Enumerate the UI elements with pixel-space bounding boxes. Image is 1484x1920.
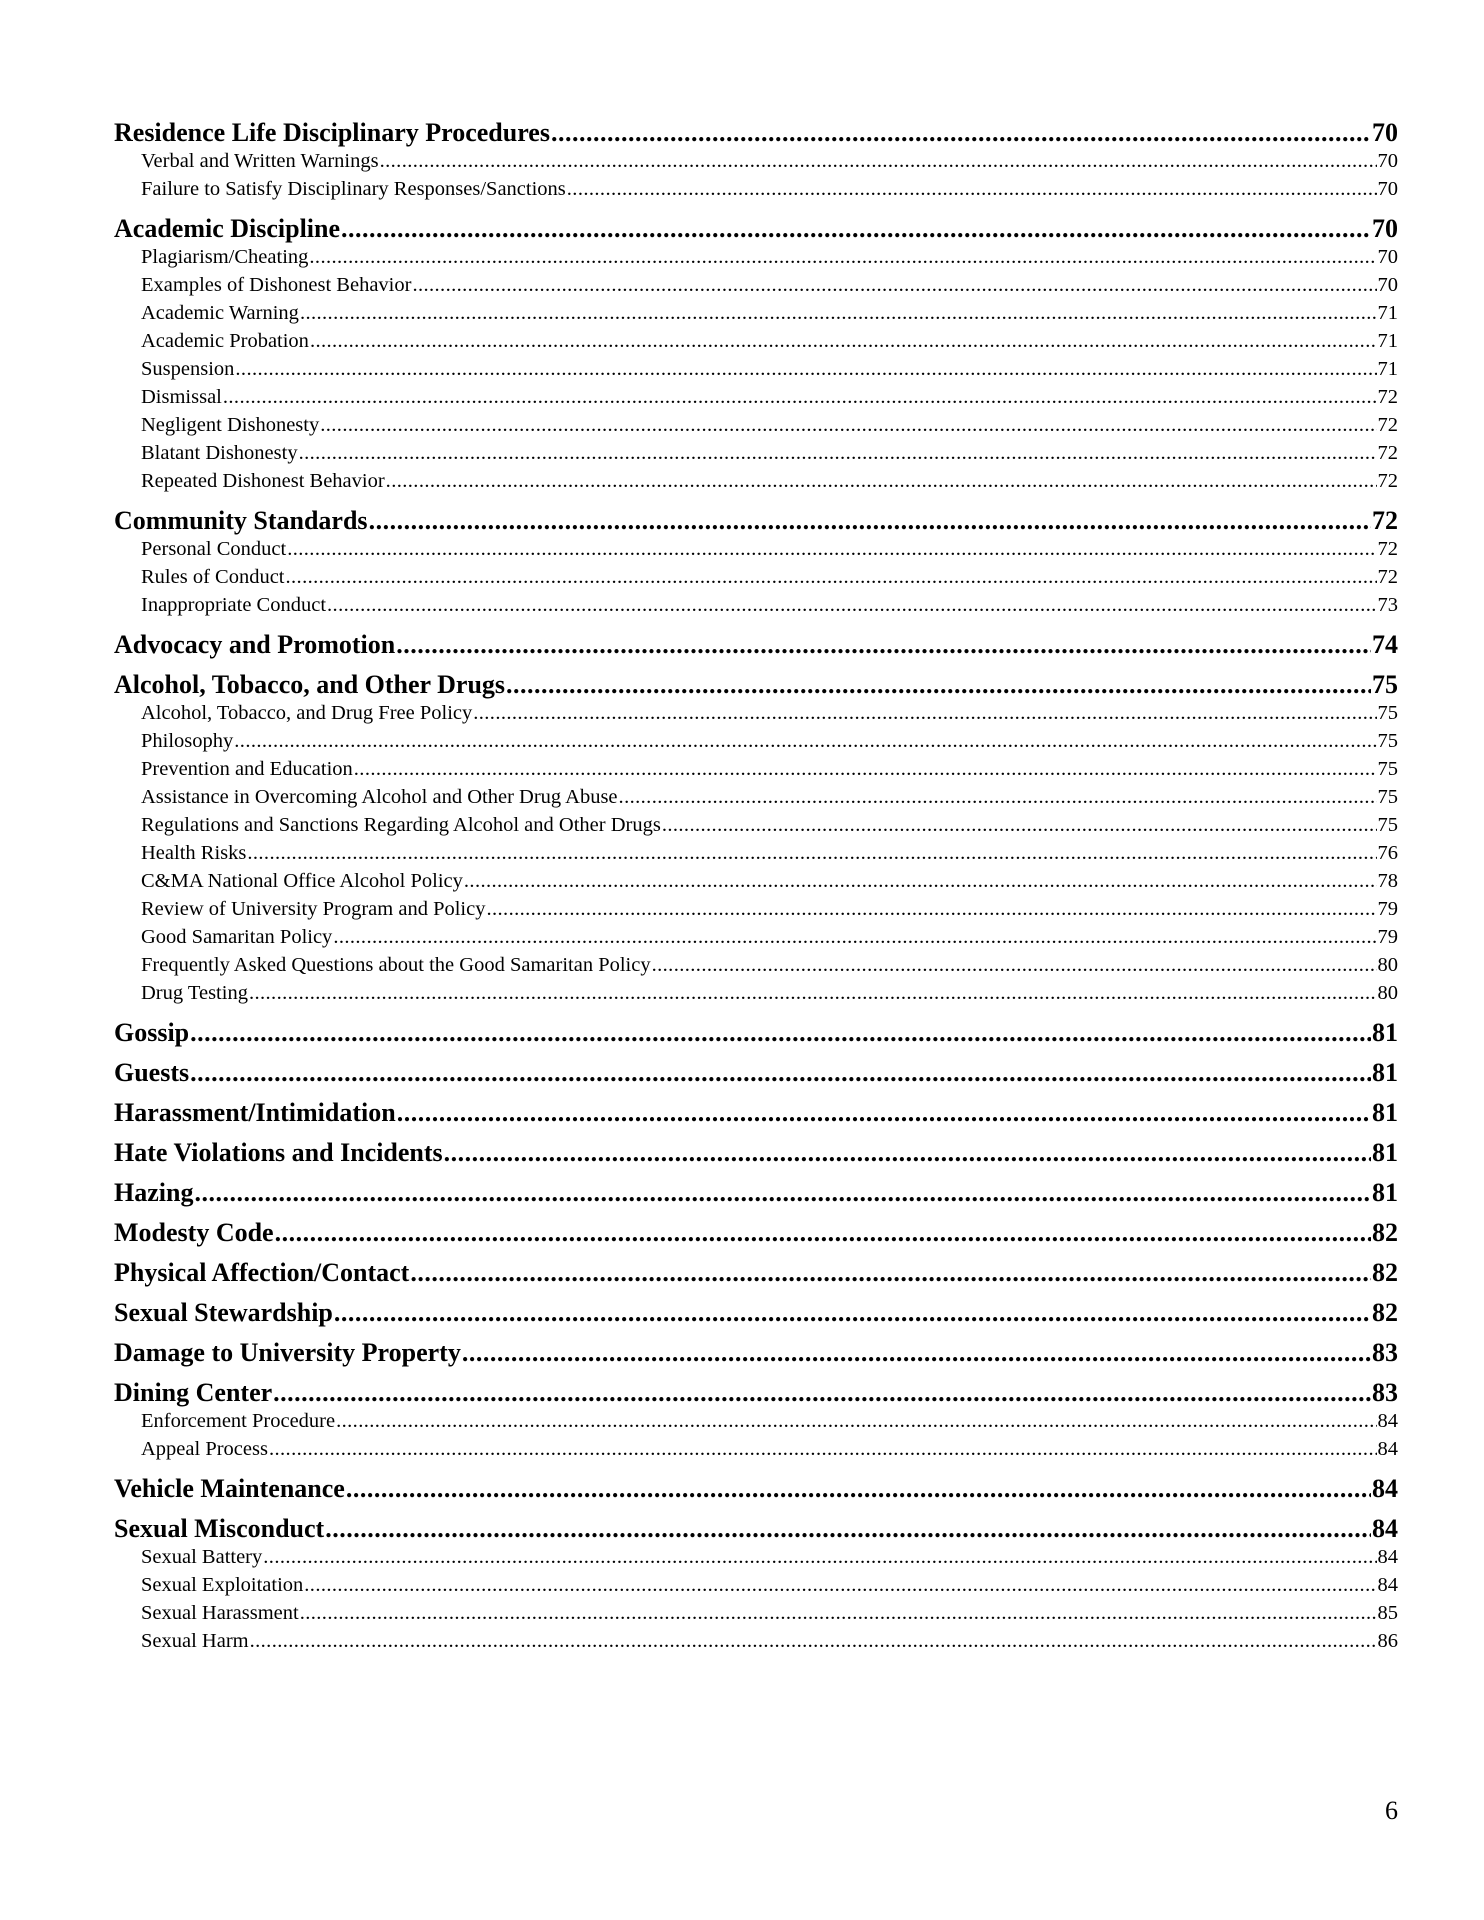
toc-subentry-examples-of-dishonest-behavior[interactable] bbox=[114, 271, 1398, 299]
toc-entry-title: Hazing bbox=[114, 1178, 194, 1207]
toc-subentry-appeal-process[interactable] bbox=[114, 1435, 1398, 1463]
toc-entry-title: Prevention and Education bbox=[141, 758, 353, 780]
dot-leader bbox=[234, 727, 1376, 755]
toc-section-sexual-stewardship bbox=[114, 1298, 1398, 1327]
toc-entry-title: Plagiarism/Cheating bbox=[141, 246, 309, 268]
toc-subentry-drug-testing[interactable] bbox=[114, 979, 1398, 1007]
toc-entry-page: 76 bbox=[1377, 842, 1398, 864]
toc-section-academic-discipline bbox=[114, 214, 1398, 495]
toc-heading-residence-life-disciplinary-procedures[interactable] bbox=[114, 118, 1398, 147]
dot-leader bbox=[300, 299, 1377, 327]
toc-section-vehicle-maintenance bbox=[114, 1474, 1398, 1503]
toc-heading-academic-discipline[interactable] bbox=[114, 214, 1398, 243]
toc-entry-title: Inappropriate Conduct bbox=[141, 594, 327, 616]
toc-entry-page: 83 bbox=[1372, 1338, 1398, 1367]
toc-subentry-verbal-and-written-warnings[interactable] bbox=[114, 147, 1398, 175]
toc-entry-page: 75 bbox=[1372, 670, 1398, 699]
toc-entry-page: 72 bbox=[1377, 566, 1398, 588]
toc-heading-sexual-stewardship[interactable] bbox=[114, 1298, 1398, 1327]
toc-section-harassment-intimidation bbox=[114, 1098, 1398, 1127]
dot-leader bbox=[380, 147, 1377, 175]
toc-entry-page: 70 bbox=[1377, 178, 1398, 200]
toc-entry-title: Repeated Dishonest Behavior bbox=[141, 470, 385, 492]
toc-subentry-rules-of-conduct[interactable] bbox=[114, 563, 1398, 591]
toc-entry-page: 81 bbox=[1372, 1138, 1398, 1167]
dot-leader bbox=[412, 271, 1376, 299]
toc-section-modesty-code bbox=[114, 1218, 1398, 1247]
dot-leader bbox=[235, 355, 1376, 383]
dot-leader bbox=[320, 411, 1376, 439]
toc-entry-page: 70 bbox=[1377, 150, 1398, 172]
toc-entry-page: 71 bbox=[1377, 358, 1398, 380]
dot-leader bbox=[286, 563, 1377, 591]
dot-leader bbox=[327, 591, 1376, 619]
page-number: 6 bbox=[1385, 1796, 1398, 1825]
toc-subentry-enforcement-procedure[interactable] bbox=[114, 1407, 1398, 1435]
toc-subentry-prevention-and-education[interactable] bbox=[114, 755, 1398, 783]
toc-entry-page: 81 bbox=[1372, 1058, 1398, 1087]
dot-leader bbox=[444, 1138, 1371, 1167]
dot-leader bbox=[190, 1058, 1371, 1087]
dot-leader bbox=[397, 1098, 1371, 1127]
toc-entry-page: 75 bbox=[1377, 758, 1398, 780]
toc-entry-page: 74 bbox=[1372, 630, 1398, 659]
toc-entry-page: 81 bbox=[1372, 1178, 1398, 1207]
toc-entry-page: 80 bbox=[1377, 982, 1398, 1004]
toc-entry-page: 80 bbox=[1377, 954, 1398, 976]
dot-leader bbox=[506, 670, 1371, 699]
dot-leader bbox=[396, 630, 1371, 659]
toc-subentry-philosophy[interactable] bbox=[114, 727, 1398, 755]
toc-entry-page: 70 bbox=[1372, 118, 1398, 147]
dot-leader bbox=[486, 895, 1376, 923]
toc-section-residence-life-disciplinary-procedures bbox=[114, 118, 1398, 203]
toc-entry-title: Negligent Dishonesty bbox=[141, 414, 320, 436]
toc-entry-page: 71 bbox=[1377, 330, 1398, 352]
toc-entry-page: 81 bbox=[1372, 1018, 1398, 1047]
toc-subentry-negligent-dishonesty[interactable] bbox=[114, 411, 1398, 439]
toc-entry-title: Gossip bbox=[114, 1018, 190, 1047]
toc-entry-title: Community Standards bbox=[114, 506, 368, 535]
toc-heading-hazing[interactable] bbox=[114, 1178, 1398, 1207]
toc-entry-title: Review of University Program and Policy bbox=[141, 898, 486, 920]
toc-entry-page: 72 bbox=[1377, 414, 1398, 436]
toc-section-gossip bbox=[114, 1018, 1398, 1047]
dot-leader bbox=[325, 1514, 1371, 1543]
toc-entry-title: Frequently Asked Questions about the Good Samaritan Policy bbox=[141, 954, 651, 976]
dot-leader bbox=[287, 535, 1376, 563]
toc-entry-page: 84 bbox=[1377, 1438, 1398, 1460]
dot-leader bbox=[250, 1627, 1377, 1655]
toc-heading-vehicle-maintenance[interactable] bbox=[114, 1474, 1398, 1503]
toc-entry-page: 75 bbox=[1377, 730, 1398, 752]
toc-entry-title: Hate Violations and Incidents bbox=[114, 1138, 443, 1167]
dot-leader bbox=[341, 214, 1371, 243]
toc-entry-title: Academic Warning bbox=[141, 302, 299, 324]
toc-heading-guests[interactable] bbox=[114, 1058, 1398, 1087]
toc-subentry-candma-national-office-alcohol-policy[interactable] bbox=[114, 867, 1398, 895]
toc-entry-page: 75 bbox=[1377, 814, 1398, 836]
toc-entry-page: 72 bbox=[1377, 538, 1398, 560]
toc-subentry-dismissal[interactable] bbox=[114, 383, 1398, 411]
toc-entry-page: 84 bbox=[1372, 1514, 1398, 1543]
toc-entry-page: 85 bbox=[1377, 1602, 1398, 1624]
toc-entry-page: 73 bbox=[1377, 594, 1398, 616]
toc-subentry-blatant-dishonesty[interactable] bbox=[114, 439, 1398, 467]
toc-heading-alcohol-tobacco-and-other-drugs[interactable] bbox=[114, 670, 1398, 699]
toc-entry-page: 82 bbox=[1372, 1258, 1398, 1287]
dot-leader bbox=[304, 1571, 1376, 1599]
toc-subentry-failure-to-satisfy-disciplinary-responses-sanctions[interactable] bbox=[114, 175, 1398, 203]
toc-entry-title: Alcohol, Tobacco, and Drug Free Policy bbox=[141, 702, 473, 724]
toc-entry-title: Failure to Satisfy Disciplinary Responses/Sanctions bbox=[141, 178, 566, 200]
dot-leader bbox=[346, 1474, 1371, 1503]
toc-entry-page: 84 bbox=[1372, 1474, 1398, 1503]
toc-subentry-health-risks[interactable] bbox=[114, 839, 1398, 867]
toc-section-damage-to-university-property bbox=[114, 1338, 1398, 1367]
dot-leader bbox=[263, 1543, 1376, 1571]
dot-leader bbox=[334, 1298, 1371, 1327]
toc-section-guests bbox=[114, 1058, 1398, 1087]
toc-heading-harassment-intimidation[interactable] bbox=[114, 1098, 1398, 1127]
toc-subentry-inappropriate-conduct[interactable] bbox=[114, 591, 1398, 619]
dot-leader bbox=[223, 383, 1377, 411]
toc-entry-title: Vehicle Maintenance bbox=[114, 1474, 345, 1503]
table-of-contents bbox=[114, 118, 1398, 1666]
toc-entry-title: Sexual Stewardship bbox=[114, 1298, 333, 1327]
dot-leader bbox=[464, 867, 1377, 895]
toc-subentry-repeated-dishonest-behavior[interactable] bbox=[114, 467, 1398, 495]
dot-leader bbox=[386, 467, 1377, 495]
dot-leader bbox=[249, 979, 1377, 1007]
toc-entry-title: Regulations and Sanctions Regarding Alcohol and Other Drugs bbox=[141, 814, 661, 836]
toc-entry-title: Academic Probation bbox=[141, 330, 309, 352]
toc-entry-title: Examples of Dishonest Behavior bbox=[141, 274, 412, 296]
dot-leader bbox=[194, 1178, 1371, 1207]
toc-entry-page: 83 bbox=[1372, 1378, 1398, 1407]
dot-leader bbox=[567, 175, 1377, 203]
toc-entry-title: Dismissal bbox=[141, 386, 222, 408]
dot-leader bbox=[336, 1407, 1376, 1435]
toc-entry-page: 84 bbox=[1377, 1574, 1398, 1596]
toc-entry-title: Drug Testing bbox=[141, 982, 248, 1004]
toc-entry-title: Assistance in Overcoming Alcohol and Other Drug Abuse bbox=[141, 786, 618, 808]
dot-leader bbox=[309, 243, 1376, 271]
toc-entry-page: 70 bbox=[1372, 214, 1398, 243]
toc-entry-page: 86 bbox=[1377, 1630, 1398, 1652]
dot-leader bbox=[551, 118, 1371, 147]
toc-entry-title: Sexual Harm bbox=[141, 1630, 249, 1652]
dot-leader bbox=[333, 923, 1376, 951]
toc-entry-page: 72 bbox=[1372, 506, 1398, 535]
toc-entry-title: Verbal and Written Warnings bbox=[141, 150, 379, 172]
toc-entry-page: 81 bbox=[1372, 1098, 1398, 1127]
toc-entry-page: 75 bbox=[1377, 786, 1398, 808]
toc-heading-sexual-misconduct[interactable] bbox=[114, 1514, 1398, 1543]
dot-leader bbox=[369, 506, 1371, 535]
toc-entry-title: Alcohol, Tobacco, and Other Drugs bbox=[114, 670, 506, 699]
toc-entry-page: 72 bbox=[1377, 470, 1398, 492]
toc-section-community-standards bbox=[114, 506, 1398, 619]
toc-entry-title: Enforcement Procedure bbox=[141, 1410, 336, 1432]
dot-leader bbox=[269, 1435, 1377, 1463]
toc-section-dining-center bbox=[114, 1378, 1398, 1463]
toc-entry-title: Good Samaritan Policy bbox=[141, 926, 333, 948]
toc-entry-page: 78 bbox=[1377, 870, 1398, 892]
toc-heading-community-standards[interactable] bbox=[114, 506, 1398, 535]
toc-entry-title: Dining Center bbox=[114, 1378, 273, 1407]
toc-entry-page: 84 bbox=[1377, 1546, 1398, 1568]
toc-subentry-review-of-university-program-and-policy[interactable] bbox=[114, 895, 1398, 923]
toc-subentry-sexual-harm[interactable] bbox=[114, 1627, 1398, 1655]
toc-entry-title: Damage to University Property bbox=[114, 1338, 461, 1367]
toc-entry-title: Sexual Misconduct bbox=[114, 1514, 325, 1543]
toc-subentry-sexual-harassment[interactable] bbox=[114, 1599, 1398, 1627]
toc-entry-page: 70 bbox=[1377, 246, 1398, 268]
toc-entry-page: 72 bbox=[1377, 442, 1398, 464]
toc-section-hazing bbox=[114, 1178, 1398, 1207]
toc-entry-page: 79 bbox=[1377, 898, 1398, 920]
toc-subentry-academic-warning[interactable] bbox=[114, 299, 1398, 327]
toc-subentry-frequently-asked-questions-about-the-good-samaritan-policy[interactable] bbox=[114, 951, 1398, 979]
toc-section-alcohol-tobacco-and-other-drugs bbox=[114, 670, 1398, 1007]
toc-entry-title: Health Risks bbox=[141, 842, 247, 864]
toc-subentry-suspension[interactable] bbox=[114, 355, 1398, 383]
dot-leader bbox=[299, 439, 1377, 467]
toc-subentry-plagiarism-cheating[interactable] bbox=[114, 243, 1398, 271]
toc-entry-title: Suspension bbox=[141, 358, 235, 380]
toc-section-hate-violations-and-incidents bbox=[114, 1138, 1398, 1167]
toc-entry-title: Sexual Exploitation bbox=[141, 1574, 304, 1596]
toc-entry-page: 71 bbox=[1377, 302, 1398, 324]
toc-entry-title: Philosophy bbox=[141, 730, 234, 752]
toc-entry-page: 79 bbox=[1377, 926, 1398, 948]
toc-entry-title: Modesty Code bbox=[114, 1218, 274, 1247]
toc-entry-title: Appeal Process bbox=[141, 1438, 268, 1460]
toc-heading-damage-to-university-property[interactable] bbox=[114, 1338, 1398, 1367]
dot-leader bbox=[354, 755, 1377, 783]
toc-entry-title: Residence Life Disciplinary Procedures bbox=[114, 118, 550, 147]
dot-leader bbox=[410, 1258, 1371, 1287]
toc-entry-page: 82 bbox=[1372, 1298, 1398, 1327]
dot-leader bbox=[473, 699, 1376, 727]
toc-subentry-good-samaritan-policy[interactable] bbox=[114, 923, 1398, 951]
toc-subentry-personal-conduct[interactable] bbox=[114, 535, 1398, 563]
toc-entry-page: 82 bbox=[1372, 1218, 1398, 1247]
toc-heading-gossip[interactable] bbox=[114, 1018, 1398, 1047]
toc-heading-modesty-code[interactable] bbox=[114, 1218, 1398, 1247]
toc-entry-page: 75 bbox=[1377, 702, 1398, 724]
dot-leader bbox=[662, 811, 1377, 839]
toc-entry-title: Personal Conduct bbox=[141, 538, 287, 560]
toc-heading-physical-affection-contact[interactable] bbox=[114, 1258, 1398, 1287]
toc-entry-page: 84 bbox=[1377, 1410, 1398, 1432]
toc-entry-title: Blatant Dishonesty bbox=[141, 442, 298, 464]
toc-subentry-alcohol-tobacco-and-drug-free-policy[interactable] bbox=[114, 699, 1398, 727]
toc-entry-page: 70 bbox=[1377, 274, 1398, 296]
toc-heading-advocacy-and-promotion[interactable] bbox=[114, 630, 1398, 659]
toc-entry-page: 72 bbox=[1377, 386, 1398, 408]
toc-section-physical-affection-contact bbox=[114, 1258, 1398, 1287]
toc-entry-title: Rules of Conduct bbox=[141, 566, 285, 588]
dot-leader bbox=[273, 1378, 1371, 1407]
toc-subentry-assistance-in-overcoming-alcohol-and-other-drug-abuse[interactable] bbox=[114, 783, 1398, 811]
toc-entry-title: Advocacy and Promotion bbox=[114, 630, 396, 659]
toc-heading-dining-center[interactable] bbox=[114, 1378, 1398, 1407]
toc-section-sexual-misconduct bbox=[114, 1514, 1398, 1655]
dot-leader bbox=[247, 839, 1376, 867]
toc-entry-title: Physical Affection/Contact bbox=[114, 1258, 410, 1287]
toc-entry-title: C&MA National Office Alcohol Policy bbox=[141, 870, 463, 892]
dot-leader bbox=[190, 1018, 1371, 1047]
toc-entry-title: Academic Discipline bbox=[114, 214, 341, 243]
toc-subentry-regulations-and-sanctions-regarding-alcohol-and-other-drugs[interactable] bbox=[114, 811, 1398, 839]
toc-heading-hate-violations-and-incidents[interactable] bbox=[114, 1138, 1398, 1167]
dot-leader bbox=[300, 1599, 1377, 1627]
toc-subentry-sexual-exploitation[interactable] bbox=[114, 1571, 1398, 1599]
toc-entry-title: Sexual Harassment bbox=[141, 1602, 299, 1624]
toc-subentry-academic-probation[interactable] bbox=[114, 327, 1398, 355]
dot-leader bbox=[462, 1338, 1371, 1367]
toc-entry-title: Harassment/Intimidation bbox=[114, 1098, 396, 1127]
dot-leader bbox=[619, 783, 1377, 811]
dot-leader bbox=[275, 1218, 1371, 1247]
toc-section-advocacy-and-promotion bbox=[114, 630, 1398, 659]
toc-entry-title: Guests bbox=[114, 1058, 190, 1087]
dot-leader bbox=[652, 951, 1377, 979]
dot-leader bbox=[310, 327, 1377, 355]
toc-entry-title: Sexual Battery bbox=[141, 1546, 263, 1568]
toc-subentry-sexual-battery[interactable] bbox=[114, 1543, 1398, 1571]
